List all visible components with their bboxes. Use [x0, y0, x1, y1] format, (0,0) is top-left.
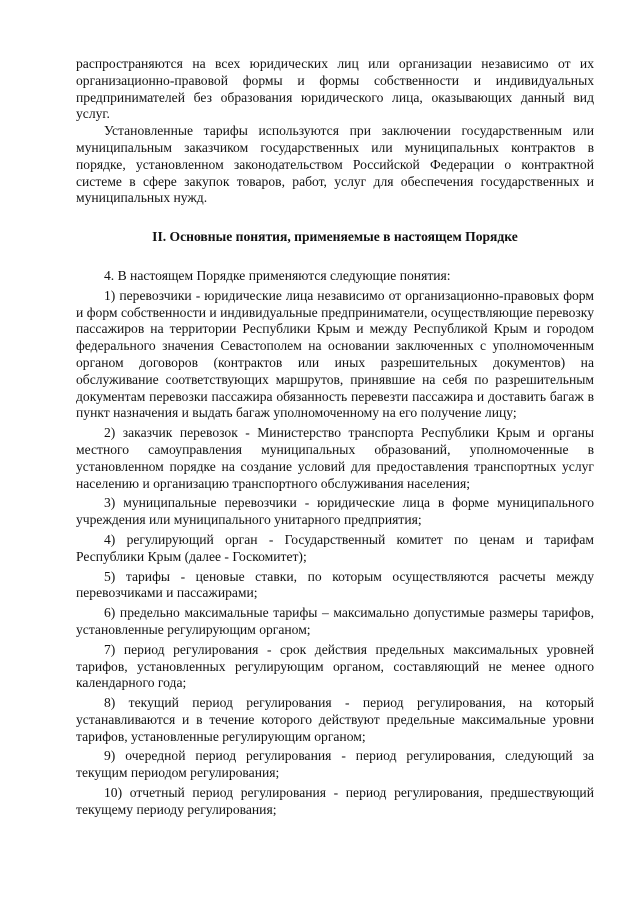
definition-item-5: 5) тарифы - ценовые ставки, по которым осуществляются расчеты между перевозчиками и пассажирами;: [76, 568, 594, 601]
intro-paragraph-continuation: распространяются на всех юридических лиц или организации независимо от их организационно-правовой формы и формы собственности и индивидуальных предпринимателей без образования юридического лица, оказывающих данный вид услуг.: [76, 56, 594, 122]
definition-item-2: 2) заказчик перевозок - Министерство транспорта Республики Крым и органы местного самоуправления муниципальных образований, уполномоченные в установленном порядке на создание условий для предоставления транспортных услуг населению и организацию транспортного обслуживания населения;: [76, 425, 594, 491]
definition-item-3: 3) муниципальные перевозчики - юридические лица в форме муниципального учреждения или муниципального унитарного предприятия;: [76, 495, 594, 528]
intro-paragraph-tariffs-usage: Установленные тарифы используются при заключении государственным или муниципальным заказчиком государственных или муниципальных контрактов в порядке, установленном законодательством Российской Федерации о контрактной системе в сфере закупок товаров, работ, услуг для обеспечения государственных и муниципальных нужд.: [76, 123, 594, 206]
document-page: [76, 56, 594, 822]
definition-item-6: 6) предельно максимальные тарифы – максимально допустимые размеры тарифов, установленные регулирующим органом;: [76, 605, 594, 637]
definition-item-1: 1) перевозчики - юридические лица независимо от организационно-правовых форм и форм собственности и индивидуальные предприниматели, осуществляющие перевозку пассажиров на территории Республики Крым и между Республикой Крым и городом федерального значения Севастополем на основании заключенных с уполномоченным органом договоров (контрактов или иных разрешительных документов) на обслуживание соответствующих маршрутов, принявшие на себя по разрешительным документам перевозки пассажира обязанность перевезти пассажира и доставить багаж в пункт назначения и выдать багаж уполномоченному на его получение лицу;: [76, 287, 594, 421]
definition-item-8: 8) текущий период регулирования - период регулирования, на который устанавливаются и в течение которого действуют предельные максимальные уровни тарифов, установленные регулирующим органом;: [76, 695, 594, 744]
section-intro: 4. В настоящем Порядке применяются следующие понятия:: [104, 267, 451, 283]
definition-item-10: 10) отчетный период регулирования - период регулирования, предшествующий текущему периоду регулирования;: [76, 785, 594, 817]
definition-item-4: 4) регулирующий орган - Государственный комитет по ценам и тарифам Республики Крым (далее - Госкомитет);: [76, 531, 594, 564]
section-heading: II. Основные понятия, применяемые в настоящем Порядке: [152, 229, 518, 245]
definition-item-7: 7) период регулирования - срок действия предельных максимальных уровней тарифов, установленных регулирующим органом, составляющий не менее одного календарного года;: [76, 641, 594, 691]
definition-item-9: 9) очередной период регулирования - период регулирования, следующий за текущим периодом регулирования;: [76, 748, 594, 781]
